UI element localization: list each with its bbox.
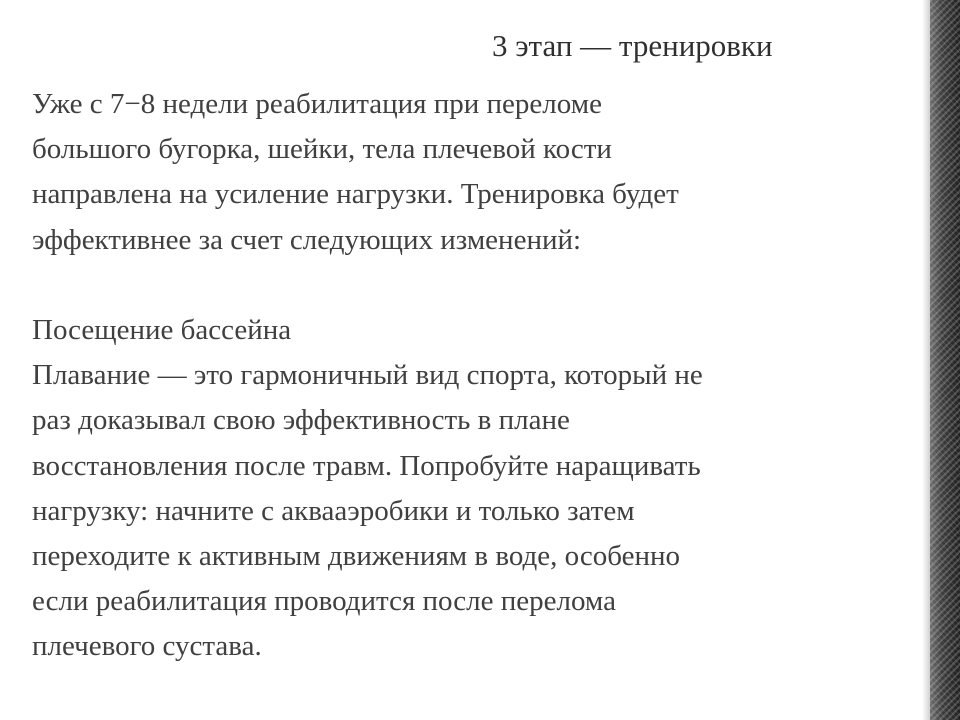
text-line: восстановления после травм. Попробуйте наращивать: [32, 449, 701, 482]
text-line: плечевого сустава.: [32, 630, 262, 663]
band-shadow: [922, 0, 930, 720]
text-line: переходите к активным движениям в воде, особенно: [32, 540, 680, 573]
slide-title: 3 этап — тренировки: [492, 28, 773, 63]
decorative-side-band: [930, 0, 960, 720]
text-line: эффективнее за счет следующих изменений:: [32, 223, 582, 256]
text-line: раз доказывал свою эффективность в плане: [32, 404, 570, 437]
text-line: нагрузку: начните с аквааэробики и только затем: [32, 494, 635, 527]
text-line: Уже с 7−8 недели реабилитация при переломе: [32, 88, 602, 120]
slide-body: [32, 82, 912, 670]
text-line: большого бугорка, шейки, тела плечевой кости: [32, 133, 612, 166]
paragraph-spacer: [32, 263, 912, 308]
text-line: направлена на усиление нагрузки. Тренировка будет: [32, 178, 679, 211]
section-heading: Посещение бассейна: [32, 314, 292, 346]
text-line: Плавание — это гармоничный вид спорта, который не: [32, 359, 703, 392]
text-line: если реабилитация проводится после перелома: [32, 585, 616, 618]
